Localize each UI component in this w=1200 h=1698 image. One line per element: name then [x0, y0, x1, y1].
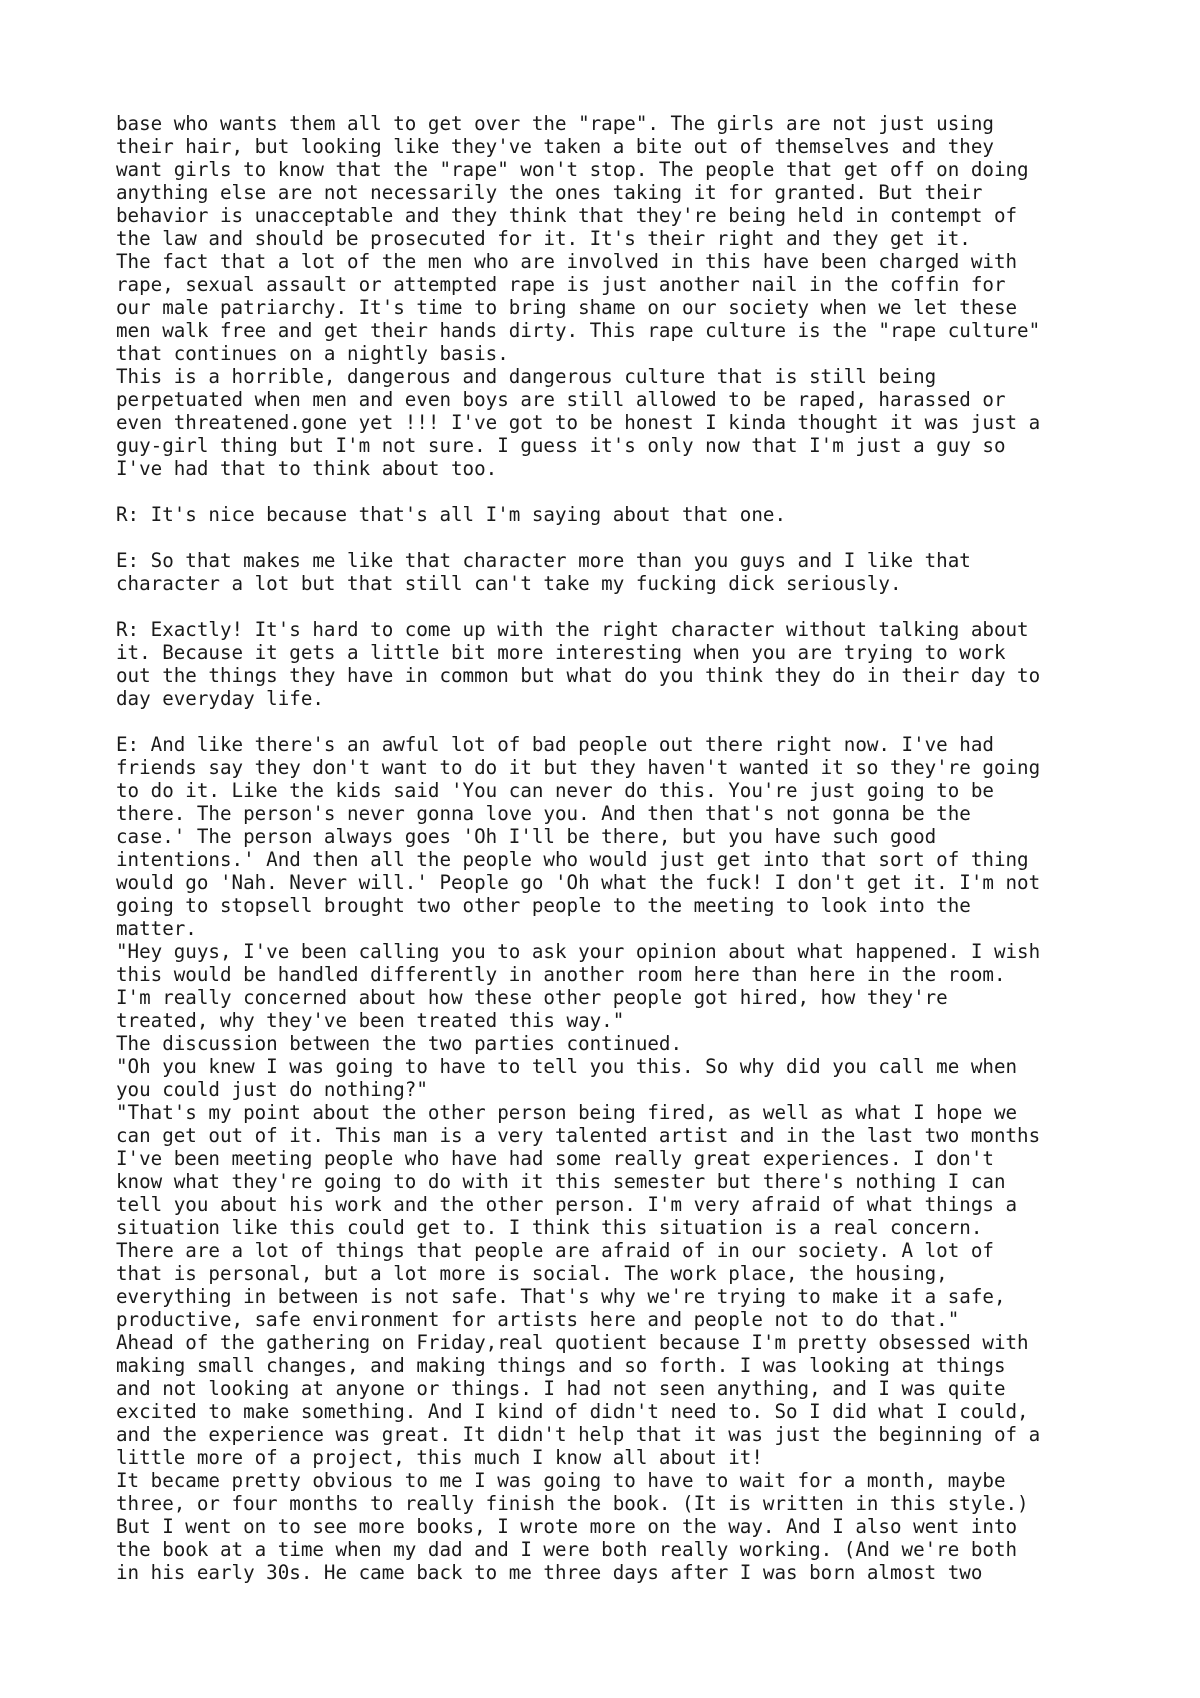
text-line: everything in between is not safe. That's why we're trying to make it a safe, [116, 1285, 1006, 1308]
text-line: Ahead of the gathering on Friday,real quotient because I'm pretty obsessed with [116, 1331, 1029, 1354]
text-line: This is a horrible, dangerous and dangerous culture that is still being [116, 365, 937, 388]
text-line: three, or four months to really finish the book. (It is written in this style.) [116, 1492, 1029, 1515]
text-line: there. The person's never gonna love you. And then that's not gonna be the [116, 802, 971, 825]
text-line: It became pretty obvious to me I was going to have to wait for a month, maybe [116, 1469, 1006, 1492]
document-body [116, 112, 1116, 1584]
text-line: and not looking at anyone or things. I had not seen anything, and I was quite [116, 1377, 1006, 1400]
dialogue-r-1 [116, 503, 1116, 526]
text-line: it. Because it gets a little bit more interesting when you are trying to work [116, 641, 1006, 664]
text-line: this would be handled differently in another room here than here in the room. [116, 963, 1006, 986]
text-line: and the experience was great. It didn't help that it was just the beginning of a [116, 1423, 1041, 1446]
text-line: character a lot but that still can't take my fucking dick seriously. [116, 572, 902, 595]
text-line: even threatened.gone yet !!! I've got to be honest I kinda thought it was just a [116, 411, 1041, 434]
paragraph-gap [116, 595, 1116, 618]
text-line: in his early 30s. He came back to me three days after I was born almost two [116, 1561, 983, 1584]
text-line: R: It's nice because that's all I'm saying about that one. [116, 503, 787, 526]
text-line: E: So that makes me like that character more than you guys and I like that [116, 549, 971, 572]
text-line: men walk free and get their hands dirty. This rape culture is the "rape culture" [116, 319, 1041, 342]
text-line: would go 'Nah. Never will.' People go 'Oh what the fuck! I don't get it. I'm not [116, 871, 1041, 894]
text-line: know what they're going to do with it this semester but there's nothing I can [116, 1170, 1006, 1193]
text-line: guy-girl thing but I'm not sure. I guess it's only now that I'm just a guy so [116, 434, 1006, 457]
text-line: intentions.' And then all the people who would just get into that sort of thing [116, 848, 1029, 871]
text-line: R: Exactly! It's hard to come up with the right character without talking about [116, 618, 1029, 641]
paragraph-gap [116, 710, 1116, 733]
dialogue-e-2-and-narrative [116, 733, 1116, 1584]
text-line: that continues on a nightly basis. [116, 342, 509, 365]
dialogue-r-2 [116, 618, 1116, 710]
text-line: perpetuated when men and even boys are still allowed to be raped, harassed or [116, 388, 1006, 411]
text-line: making small changes, and making things and so forth. I was looking at things [116, 1354, 1006, 1377]
text-line: treated, why they've been treated this way." [116, 1009, 625, 1032]
text-line: anything else are not necessarily the ones taking it for granted. But their [116, 181, 983, 204]
text-line: "Oh you knew I was going to have to tell you this. So why did you call me when [116, 1055, 1018, 1078]
dialogue-e-1 [116, 549, 1116, 595]
text-line: can get out of it. This man is a very talented artist and in the last two months [116, 1124, 1041, 1147]
text-line: matter. [116, 917, 197, 940]
paragraph-gap [116, 526, 1116, 549]
text-line: I've been meeting people who have had some really great experiences. I don't [116, 1147, 994, 1170]
paragraph-rape-culture [116, 112, 1116, 480]
text-line: "That's my point about the other person being fired, as well as what I hope we [116, 1101, 1018, 1124]
text-line: But I went on to see more books, I wrote more on the way. And I also went into [116, 1515, 1018, 1538]
text-line: you could just do nothing?" [116, 1078, 428, 1101]
text-line: situation like this could get to. I think this situation is a real concern. [116, 1216, 983, 1239]
text-line: base who wants them all to get over the "rape". The girls are not just using [116, 112, 994, 135]
paragraph-gap [116, 480, 1116, 503]
text-line: their hair, but looking like they've taken a bite out of themselves and they [116, 135, 994, 158]
text-line: the law and should be prosecuted for it. It's their right and they get it. [116, 227, 971, 250]
text-line: I'm really concerned about how these other people got hired, how they're [116, 986, 948, 1009]
text-line: tell you about his work and the other person. I'm very afraid of what things a [116, 1193, 1018, 1216]
text-line: our male patriarchy. It's time to bring shame on our society when we let these [116, 296, 1018, 319]
text-line: "Hey guys, I've been calling you to ask your opinion about what happened. I wish [116, 940, 1041, 963]
text-line: little more of a project, this much I know all about it! [116, 1446, 763, 1469]
text-line: the book at a time when my dad and I were both really working. (And we're both [116, 1538, 1018, 1561]
text-line: excited to make something. And I kind of didn't need to. So I did what I could, [116, 1400, 1029, 1423]
text-line: The discussion between the two parties continued. [116, 1032, 683, 1055]
text-line: case.' The person always goes 'Oh I'll be there, but you have such good [116, 825, 937, 848]
text-line: out the things they have in common but what do you think they do in their day to [116, 664, 1041, 687]
text-line: I've had that to think about too. [116, 457, 498, 480]
text-line: friends say they don't want to do it but they haven't wanted it so they're going [116, 756, 1041, 779]
text-line: that is personal, but a lot more is social. The work place, the housing, [116, 1262, 948, 1285]
text-line: rape, sexual assault or attempted rape is just another nail in the coffin for [116, 273, 1006, 296]
text-line: The fact that a lot of the men who are involved in this have been charged with [116, 250, 1018, 273]
text-line: to do it. Like the kids said 'You can never do this. You're just going to be [116, 779, 994, 802]
text-line: There are a lot of things that people are afraid of in our society. A lot of [116, 1239, 994, 1262]
text-line: want girls to know that the "rape" won't stop. The people that get off on doing [116, 158, 1029, 181]
text-line: E: And like there's an awful lot of bad people out there right now. I've had [116, 733, 994, 756]
text-line: behavior is unacceptable and they think that they're being held in contempt of [116, 204, 1018, 227]
text-line: productive, safe environment for artists here and people not to do that." [116, 1308, 960, 1331]
text-line: going to stopsell brought two other people to the meeting to look into the [116, 894, 971, 917]
text-line: day everyday life. [116, 687, 324, 710]
